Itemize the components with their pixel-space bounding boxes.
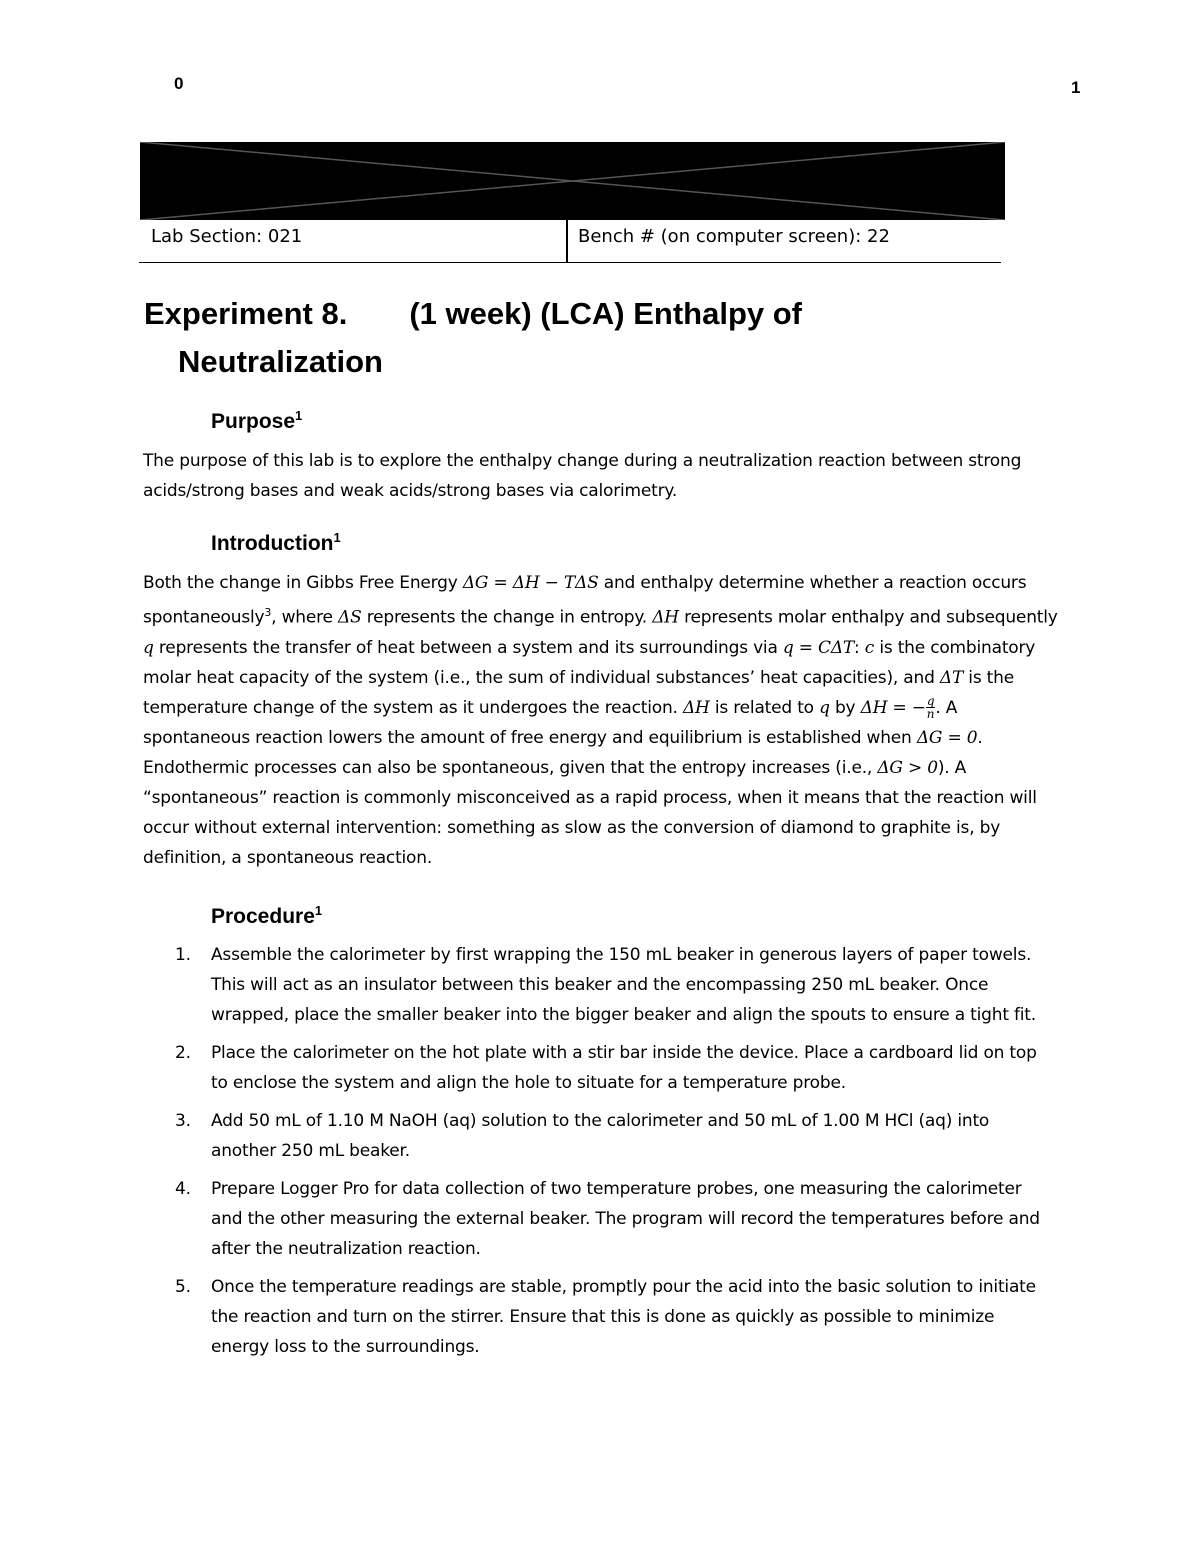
title-line2: Neutralization bbox=[178, 344, 383, 379]
procedure-heading: Procedure$^1$ bbox=[211, 903, 323, 928]
page-number-left: 0 bbox=[174, 74, 184, 93]
procedure-step: 5. Once the temperature readings are stable, promptly pour the acid into the basic solution to initiate the reaction and turn on the stirrer. Ensure that this is done as quickly as possible to minimize energy loss to the surroundings. bbox=[175, 1277, 1036, 1357]
redacted-header-block bbox=[140, 142, 1005, 220]
purpose-text: The purpose of this lab is to explore the enthalpy change during a neutralization reaction between strong acids/strong bases and weak acids/strong bases via calorimetry. bbox=[143, 451, 1022, 501]
lab-info-row bbox=[139, 220, 1001, 263]
experiment-title bbox=[144, 290, 1024, 386]
procedure-list bbox=[143, 940, 1053, 1370]
purpose-heading: Purpose$^1$ bbox=[211, 408, 303, 433]
title-prefix: Experiment 8. bbox=[144, 296, 348, 331]
introduction-text: Both the change in Gibbs Free Energy ΔG = ΔH − TΔS and enthalpy determine whether a reaction occurs spontaneously$^3$, where ΔS represents the change in entropy. ΔH represents molar enthalpy and subsequently q represents the transfer of heat between a system and its surroundings via q = CΔT: c is the combinatory molar heat capacity of the system (i.e., the sum of individual substances’ heat capacities), and ΔT is the temperature change of the system as it undergoes the reaction. ΔH is related to q by ΔH = − $\frac{q}{n}$ . A spontaneous reaction lowers the amount of free energy and equilibrium is established when ΔG = 0. Endothermic processes can also be spontaneous, given that the entropy increases (i.e., ΔG > 0). A “spontaneous” reaction is commonly misconceived as a rapid process, when it means that the reaction will occur without external intervention: something as slow as the conversion of diamond to graphite is, by definition, a spontaneous reaction. bbox=[143, 573, 1058, 868]
procedure-step: 2. Place the calorimeter on the hot plate with a stir bar inside the device. Place a cardboard lid on top to enclose the system and align the hole to situate for a temperature probe. bbox=[175, 1043, 1037, 1093]
procedure-step: 1. Assemble the calorimeter by first wrapping the 150 mL beaker in generous layers of paper towels. This will act as an insulator between this beaker and the encompassing 250 mL beaker. Once wrapped, place the smaller beaker into the bigger beaker and align the spouts to ensure a tight fit. bbox=[175, 945, 1036, 1025]
page-number-right: 1 bbox=[1071, 78, 1081, 97]
procedure-step: 3. Add 50 mL of 1.10 M NaOH (aq) solution to the calorimeter and 50 mL of 1.00 M HCl (aq) into another 250 mL beaker. bbox=[175, 1111, 990, 1161]
introduction-heading: Introduction$^1$ bbox=[211, 530, 341, 555]
procedure-step: 4. Prepare Logger Pro for data collection of two temperature probes, one measuring the calorimeter and the other measuring the external beaker. The program will record the temperatures before and after the neutralization reaction. bbox=[175, 1179, 1040, 1259]
title-main: (1 week) (LCA) Enthalpy of bbox=[409, 296, 803, 331]
bench-number: Bench # (on computer screen): 22 bbox=[578, 226, 890, 247]
fraction-q-over-n: $\frac{q}{n}$ bbox=[926, 694, 935, 722]
lab-section: Lab Section: 021 bbox=[139, 220, 568, 262]
